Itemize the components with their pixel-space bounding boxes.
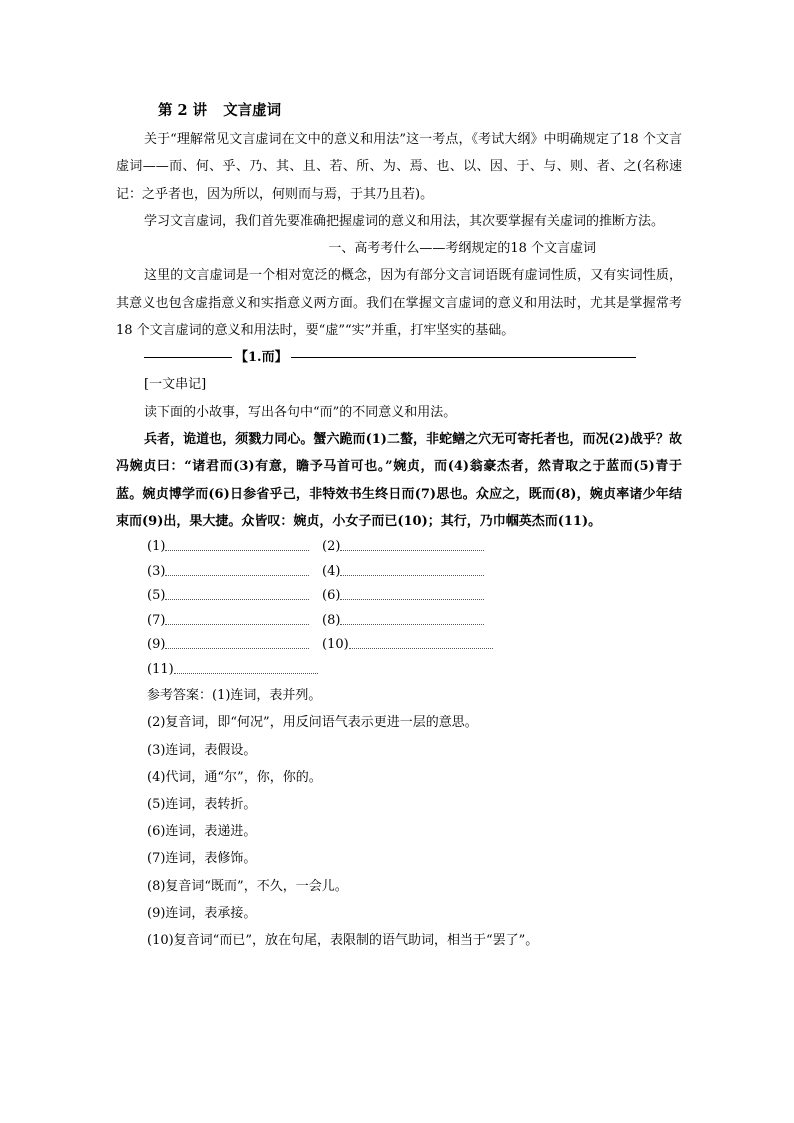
blank-field[interactable]: (11) [147,658,322,683]
blank-line[interactable] [340,609,484,625]
subheading: [一文串记] [144,377,207,393]
blank-field[interactable]: (4) [322,560,497,585]
answer-line: (2)复音词，即“何况”，用反问语气表示更进一层的意思。 [147,715,478,731]
divider-line-right [291,357,636,358]
section-paragraph: 这里的文言虚词是一个相对宽泛的概念，因为有部分文言词语既有虚词性质，又有实词性质，其意义也包含虚指意义和实指意义两方面。我们在掌握文言虚词的意义和用法时，尤其是掌握常考 18 个文言虚词的意义和用法时，要“虚”“实”并重，打牢坚实的基础。 [116,268,682,339]
blank-line[interactable] [174,658,318,674]
blank-field[interactable]: (10) [322,633,497,658]
divider-label: 【1.而】 [235,350,288,366]
lecture-title [158,96,682,126]
section-heading: 一、高考考什么——考纲规定的18 个文言虚词 [328,241,596,257]
answer-line: (4)代词，通“尔”，你，你的。 [147,769,322,785]
intro-paragraph-2: 学习文言虚词，我们首先要准确把握虚词的意义和用法，其次要掌握有关虚词的推断方法。 [144,213,665,229]
blank-row [147,609,682,634]
blank-line[interactable] [340,535,484,551]
blank-row [147,535,682,560]
document-body [116,96,682,954]
blank-row [147,633,682,658]
blank-line[interactable] [165,560,309,576]
lecture-number: 第 2 讲 [158,102,208,119]
answer-line: (7)连词，表修饰。 [147,851,257,867]
answer-line: (6)连词，表递进。 [147,824,257,840]
blank-row [147,658,682,683]
blank-field[interactable]: (9) [147,633,322,658]
blank-line[interactable] [165,633,309,649]
topic-divider [144,344,636,371]
blank-field[interactable]: (6) [322,584,497,609]
blank-field[interactable]: (1) [147,535,322,560]
intro-paragraph-1: 关于“理解常见文言虚词在文中的意义和用法”这一考点，《考试大纲》中明确规定了18 个文言虚词——而、何、乎、乃、其、且、若、所、为、焉、也、以、因、于、与、则、者、之(名称速记：之乎者也，因为所以，何则而与焉，于其乃且若)。 [116,132,682,202]
blank-field[interactable]: (3) [147,560,322,585]
blank-field[interactable]: (5) [147,584,322,609]
answer-line: (5)连词，表转折。 [147,796,257,812]
divider-line-left [144,357,232,358]
blank-line[interactable] [165,535,309,551]
blank-field[interactable]: (7) [147,609,322,634]
instruction: 读下面的小故事，写出各句中“而”的不同意义和用法。 [144,404,457,420]
lecture-name: 文言虚词 [223,102,282,119]
blank-row [147,584,682,609]
answer-line: (8)复音词“既而”，不久，一会儿。 [147,878,348,894]
blank-line[interactable] [340,560,484,576]
answer-line: 参考答案：(1)连词，表并列。 [147,688,322,704]
blank-line[interactable] [165,584,309,600]
blank-field[interactable]: (2) [322,535,497,560]
blank-line[interactable] [165,609,309,625]
answer-line: (3)连词，表假设。 [147,742,257,758]
blank-line[interactable] [340,584,484,600]
blank-field[interactable]: (8) [322,609,497,634]
blank-line[interactable] [349,633,493,649]
answer-line: (10)复音词“而已”，放在句尾，表限制的语气助词，相当于“罢了”。 [147,932,539,948]
answer-blanks [116,535,682,682]
answer-line: (9)连词，表承接。 [147,905,257,921]
blank-row [147,560,682,585]
story-paragraph: 兵者，诡道也，须戮力同心。蟹六跪而(1)二螯，非蛇鳝之穴无可寄托者也，而况(2)战乎？故冯婉贞曰：“诸君而(3)有意，瞻予马首可也。”婉贞，而(4)翁豪杰者，然青取之于蓝而(5)青于蓝。婉贞博学而(6)日参省乎己，非特效书生终日而(7)思也。众应之，既而(8)，婉贞率诸少年结束而(9)出，果大捷。众皆叹：婉贞，小女子而已(10)；其行，乃巾帼英杰而(11)。 [116,431,682,529]
